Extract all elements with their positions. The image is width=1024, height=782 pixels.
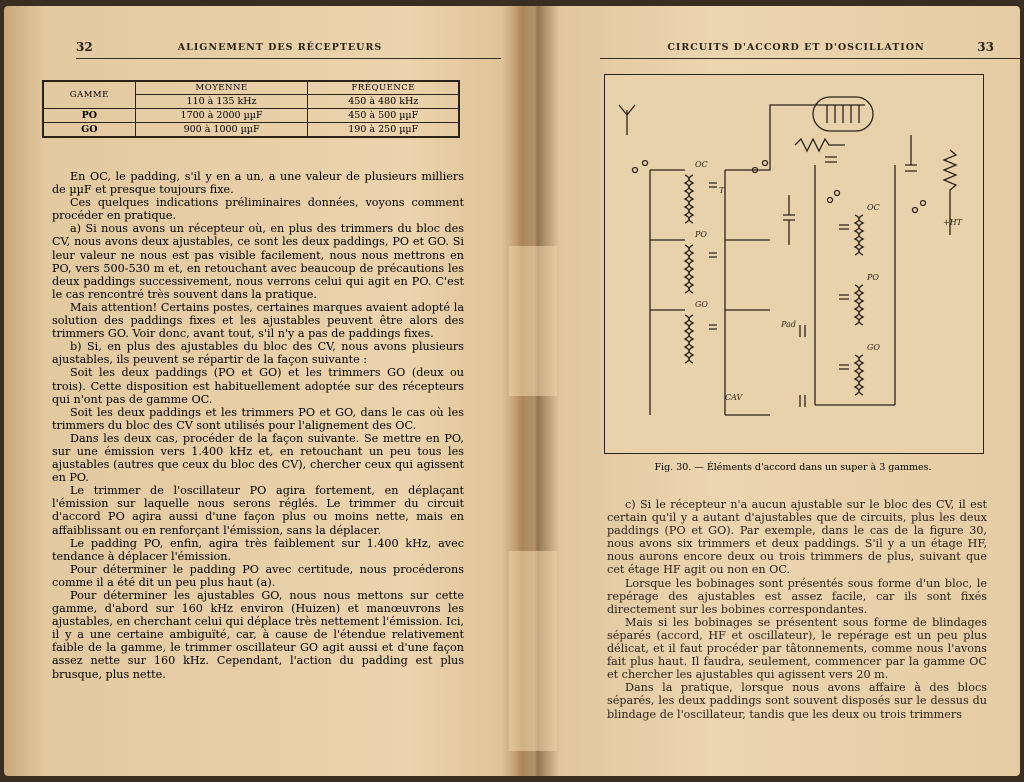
running-head: ALIGNEMENT DES RÉCEPTEURS xyxy=(177,42,383,53)
tape-repair xyxy=(509,551,557,751)
label-cav: CAV xyxy=(725,393,743,402)
table-cell: 450 à 500 µµF xyxy=(308,109,459,123)
paragraph: Lorsque les bobinages sont présentés sous forme d'un bloc, le repérage des ajustables est assez facile, car ils sont fixés directement sur les bobines correspondantes. xyxy=(607,576,987,616)
paragraph: Dans la pratique, lorsque nous avons affaire à des blocs séparés, les deux paddings sont souvent disposés sur le dessus du blindage de l'oscillateur, tandis que les deux ou trois trimmers xyxy=(607,681,987,721)
label-pad: Pad xyxy=(781,320,796,329)
page-number: 33 xyxy=(977,40,994,54)
label-go: GO xyxy=(867,343,880,352)
paragraph: Pour déterminer les ajustables GO, nous nous mettons sur cette gamme, d'abord sur 160 kHz environ (Huizen) et manœuvrons les ajustables, en cherchant celui qui déplace très nettement l'émission. Ici, il y a une certaine ambiguïté, car, à cause de l'étendue relativement faible de la gamme, le trimmer oscillateur GO agit aussi et d'une façon assez nette sur 160 kHz. Cependant, l'action du padding est plus brusque, plus nette. xyxy=(52,589,464,681)
table-cell: PO xyxy=(43,109,135,123)
label-trimmer: T xyxy=(719,186,725,195)
right-body-text xyxy=(607,498,987,721)
label-po: PO xyxy=(867,273,879,282)
table-subheader: 110 à 135 kHz xyxy=(135,95,308,109)
tape-repair xyxy=(509,246,557,396)
table-cell: 900 à 1000 µµF xyxy=(135,123,308,138)
table-cell: 1700 à 2000 µµF xyxy=(135,109,308,123)
paragraph: Dans les deux cas, procéder de la façon suivante. Se mettre en PO, sur une émission vers 1.400 kHz et, en retouchant un peu tous les ajustables (autres que ceux du bloc des CV), chercher ceux qui agissent en PO. xyxy=(52,431,464,485)
header-rule xyxy=(600,58,1024,59)
paragraph: Soit les deux paddings (PO et GO) et les trimmers GO (deux ou trois). Cette disposition est habituellement adoptée sur des récepteurs qui n'ont pas de gamme OC. xyxy=(52,366,464,406)
paragraph: Mais attention! Certains postes, certaines marques avaient adopté la solution des paddings fixes et les ajustables peuvent être alors des trimmers GO. Voir donc, avant tout, s'il n'y a pas de paddings fixes. xyxy=(52,300,464,341)
table-header-frequence: FRÉQUENCE xyxy=(308,81,459,95)
table-cell: 190 à 250 µµF xyxy=(308,123,459,138)
paragraph: Le trimmer de l'oscillateur PO agira fortement, en déplaçant l'émission sur laquelle nous serons réglés. Le trimmer du circuit d'accord PO agira aussi d'une façon plus ou moins nette, mais en affaiblissant ou en renforçant l'émission, sans la déplacer. xyxy=(52,484,464,537)
book-spread xyxy=(4,6,1020,776)
paragraph: Pour déterminer le padding PO avec certitude, nous procéderons comme il a été dit un peu plus haut (a). xyxy=(52,562,464,589)
table-header-gamme: GAMME xyxy=(43,81,135,109)
left-body-text xyxy=(52,170,464,681)
table-row xyxy=(43,109,459,123)
paragraph: Mais si les bobinages se présentent sous forme de blindages séparés (accord, HF et oscillateur), le repérage est un peu plus délicat, et il faut procéder par tâtonnements, comme nous l'avons fait plus haut. Il faudra, seulement, commencer par la gamme OC et chercher les ajustables qui agissent vers 20 m. xyxy=(607,615,987,682)
page-number: 32 xyxy=(76,40,93,54)
capacitance-table xyxy=(42,80,460,138)
label-ht: +HT xyxy=(943,218,963,227)
schematic-diagram xyxy=(605,75,983,453)
figure-caption: Fig. 30. — Éléments d'accord dans un super à 3 gammes. xyxy=(654,462,932,473)
paragraph: Ces quelques indications préliminaires données, voyons comment procéder en pratique. xyxy=(52,196,464,223)
label-po: PO xyxy=(695,230,707,239)
table-subheader: 450 à 480 kHz xyxy=(308,95,459,109)
label-go: GO xyxy=(695,300,708,309)
paragraph: Soit les deux paddings et les trimmers PO et GO, dans le cas où les trimmers du bloc des CV sont utilisés pour l'alignement des OC. xyxy=(52,405,464,432)
paragraph: b) Si, en plus des ajustables du bloc des CV, nous avons plusieurs ajustables, ils peuvent se répartir de la façon suivante : xyxy=(52,340,464,367)
paragraph: Le padding PO, enfin, agira très faiblement sur 1.400 kHz, avec tendance à déplacer l'émission. xyxy=(52,536,464,563)
table-cell: GO xyxy=(43,123,135,138)
paragraph: a) Si nous avons un récepteur où, en plus des trimmers du bloc des CV, nous avons deux ajustables, ce sont les deux paddings, PO et GO. Si leur valeur ne nous est pas visible facilement, nous nous mettrons en PO, vers 500-530 m et, en retouchant avec beaucoup de précautions les deux paddings successivement, nous verrons celui qui agit en PO. C'est le cas rencontré très souvent dans la pratique. xyxy=(52,222,464,301)
table-header-moyenne: MOYENNE xyxy=(135,81,308,95)
table-row xyxy=(43,123,459,138)
label-oc: OC xyxy=(695,160,708,169)
circuit-figure xyxy=(604,74,984,454)
paragraph: c) Si le récepteur n'a aucun ajustable sur le bloc des CV, il est certain qu'il y a autant d'ajustables que de circuits, plus les deux paddings (PO et GO). Par exemple, dans le cas de la figure 30, nous avons six trimmers et deux paddings. S'il y a un étage HF, nous aurons encore deux ou trois trimmers de plus, suivant que cet étage HF agit ou non en OC. xyxy=(607,498,987,577)
header-rule xyxy=(76,58,501,59)
paragraph: En OC, le padding, s'il y en a un, a une valeur de plusieurs milliers de µµF et presque toujours fixe. xyxy=(52,170,464,197)
label-oc: OC xyxy=(867,203,880,212)
running-head: CIRCUITS D'ACCORD ET D'OSCILLATION xyxy=(667,42,925,53)
